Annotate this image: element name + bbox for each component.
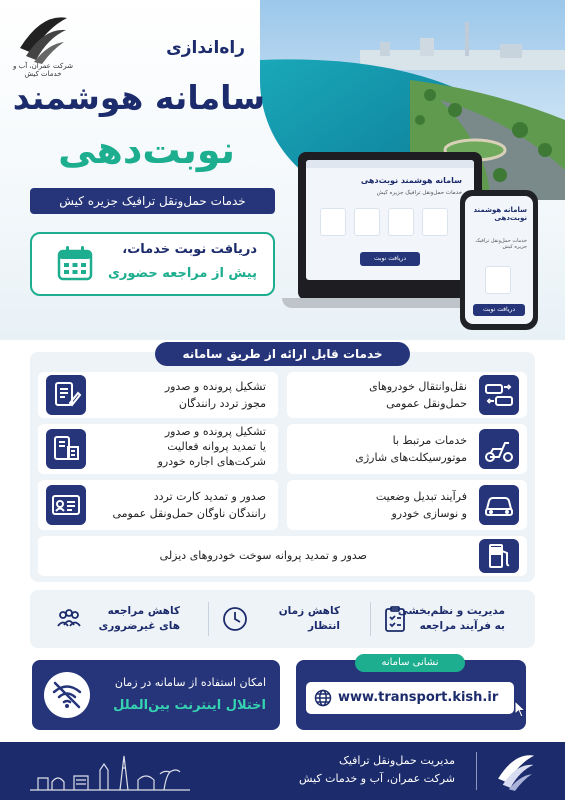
service-label: صدور و تمدید کارت تردد رانندگان ناوگان حمل‌ونقل عمومی — [112, 490, 266, 520]
page-title: سامانه هوشمند — [12, 78, 265, 117]
footer-line-2: شرکت عمران، آب و خدمات کیش — [299, 772, 455, 785]
screen-tile-4 — [422, 208, 448, 236]
benefit-divider — [370, 602, 371, 636]
laptop-screen — [306, 160, 474, 280]
service-label: خدمات مرتبط با موتورسیکلت‌های شارژی — [355, 434, 467, 464]
phone-mockup — [460, 190, 538, 330]
globe-icon — [314, 689, 332, 707]
laptop-mockup — [298, 152, 482, 300]
benefit-divider — [208, 602, 209, 636]
footer-line-1: مدیریت حمل‌ونقل ترافیک — [338, 754, 455, 767]
footer — [0, 742, 565, 800]
service-label: تشکیل پرونده و صدور یا تمدید پروانه فعالیت شرکت‌های اجاره خودرو — [157, 425, 266, 468]
screen-subtitle: خدمات حمل‌ونقل ترافیک جزیره کیش — [376, 190, 462, 196]
page-title-accent: نوبت‌دهی — [58, 128, 235, 172]
company-caption: شرکت عمران، آب و خدمات کیش — [13, 62, 73, 78]
service-card-transit-card[interactable] — [38, 480, 278, 530]
launch-heading: راه‌اندازی — [166, 38, 245, 58]
screen-tile-2 — [354, 208, 380, 236]
system-url-link[interactable]: www.transport.kish.ir — [338, 690, 499, 705]
benefit-label: مدیریت و نظم‌بخشی به فرآیند مراجعه — [397, 605, 505, 632]
people-icon — [54, 604, 84, 634]
booking-line-2: پیش از مراجعه حضوری — [108, 266, 257, 281]
benefit-label: کاهش زمان انتظار — [278, 605, 340, 632]
document-pen-icon — [46, 375, 86, 415]
screen-tile-1 — [320, 208, 346, 236]
screen-tile-3 — [388, 208, 414, 236]
phone-subtitle: خدمات حمل‌ونقل ترافیک جزیره کیش — [475, 238, 527, 250]
kish-skyline-icon — [30, 750, 190, 794]
booking-line-1: دریافت نوبت خدمات، — [122, 242, 257, 257]
service-label: صدور و تمدید پروانه سوخت خودروهای دیزلی — [159, 549, 367, 562]
offline-line-2: اختلال اینترنت بین‌الملل — [113, 698, 266, 713]
address-label: نشانی سامانه — [355, 654, 465, 672]
footer-logo-icon — [492, 748, 538, 794]
no-wifi-icon — [44, 672, 90, 718]
service-label: تشکیل پرونده و صدور مجوز تردد رانندگان — [164, 380, 266, 410]
subtitle-pill: خدمات حمل‌ونقل ترافیک جزیره کیش — [30, 188, 275, 214]
service-card-vehicle-transfer[interactable] — [287, 372, 527, 418]
service-card-driver-permit[interactable] — [38, 372, 278, 418]
benefits-panel — [30, 590, 535, 648]
booking-callout — [30, 232, 275, 296]
service-label: نقل‌وانتقال خودروهای حمل‌ونقل عمومی — [369, 380, 467, 410]
scooter-icon — [479, 429, 519, 469]
phone-title: سامانه هوشمند نوبت‌دهی — [473, 206, 527, 222]
offline-access-box — [32, 660, 280, 730]
id-card-icon — [46, 485, 86, 525]
calendar-icon — [56, 244, 94, 282]
service-card-diesel-fuel[interactable] — [38, 536, 527, 576]
pointer-cursor-icon — [514, 700, 528, 718]
car-front-icon — [479, 485, 519, 525]
service-card-vehicle-renewal[interactable] — [287, 480, 527, 530]
service-card-rental-license[interactable] — [38, 424, 278, 474]
services-header: خدمات قابل ارائه از طریق سامانه — [155, 342, 410, 366]
service-label: فرآیند تبدیل وضعیت و نوسازی خودرو — [375, 490, 467, 520]
building-doc-icon — [46, 429, 86, 469]
screen-get-ticket-button[interactable]: دریافت نوبت — [360, 252, 420, 266]
company-logo-icon — [12, 8, 72, 68]
fuel-pump-icon — [479, 539, 519, 573]
footer-divider — [476, 752, 477, 790]
clock-icon — [220, 604, 250, 634]
cars-icon — [479, 375, 519, 415]
benefit-label: کاهش مراجعه های غیرضروری — [98, 605, 180, 632]
phone-tile — [485, 266, 511, 294]
phone-get-ticket-button[interactable]: دریافت نوبت — [473, 304, 525, 316]
url-field[interactable] — [306, 682, 514, 714]
service-card-e-scooters[interactable] — [287, 424, 527, 474]
screen-title: سامانه هوشمند نوبت‌دهی — [360, 176, 462, 185]
offline-line-1: امکان استفاده از سامانه در زمان — [114, 676, 266, 689]
phone-screen — [465, 196, 533, 324]
